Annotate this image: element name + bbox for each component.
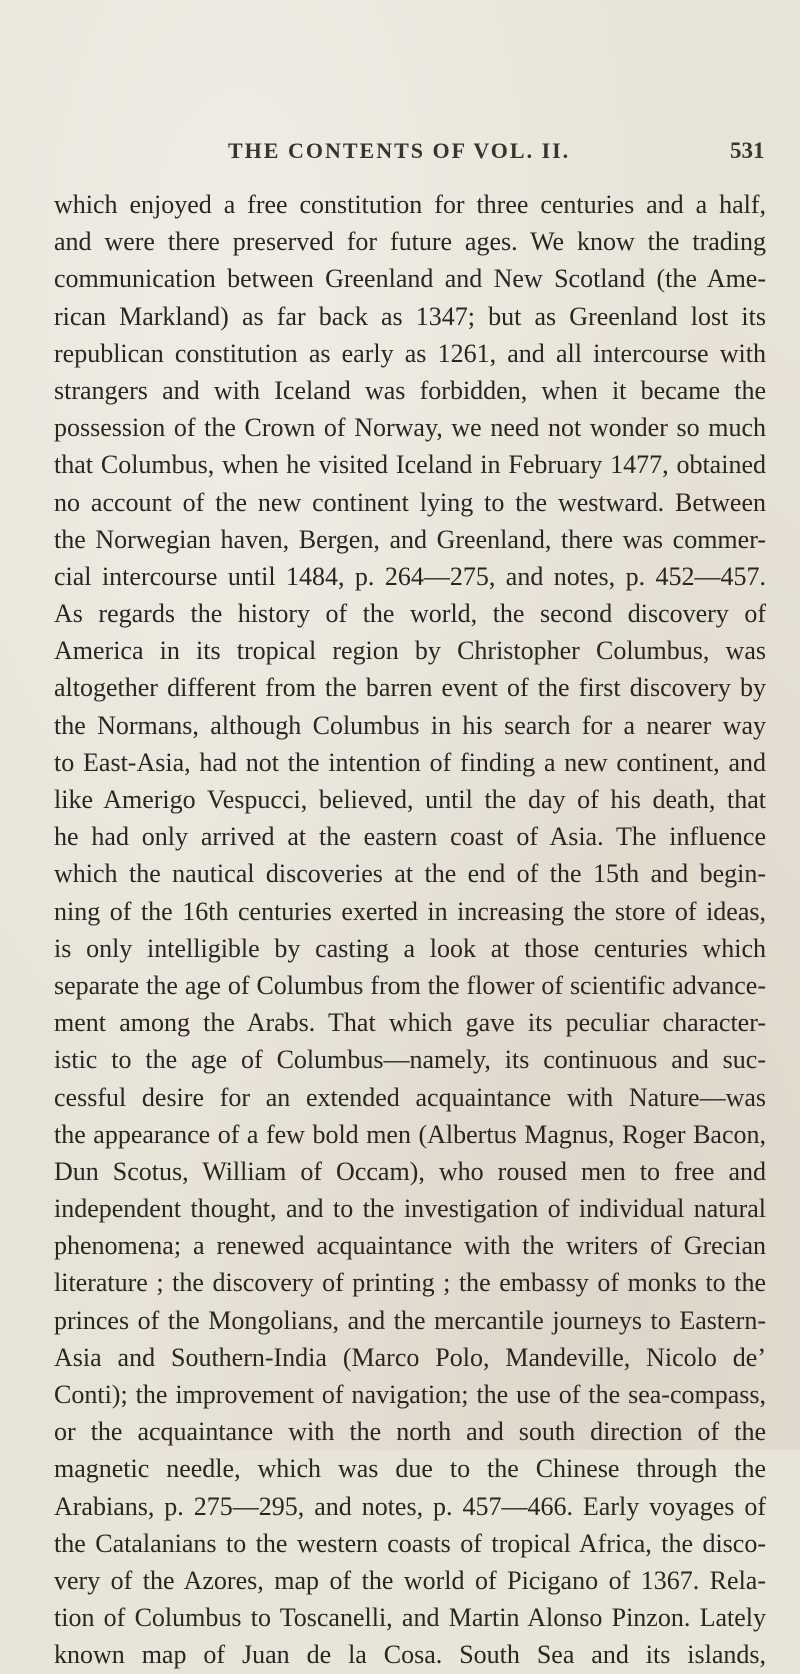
text-line: very of the Azores, map of the world of Picigano of 1367. Rela- [54, 1565, 766, 1595]
text-line: which enjoyed a free constitution for three centuries and a half, [54, 190, 766, 219]
page-number: 531 [730, 138, 765, 163]
text-line: rican Markland) as far back as 1347; but as Greenland lost its [54, 301, 766, 331]
text-line: the appearance of a few bold men (Albertus Magnus, Roger Bacon, [54, 1119, 766, 1149]
text-line: phenomena; a renewed acquaintance with the writers of Grecian [54, 1231, 766, 1261]
text-line: he had only arrived at the eastern coast of Asia. The influence [54, 822, 766, 852]
text-line: Asia and Southern-India (Marco Polo, Mandeville, Nicolo de’ [54, 1342, 766, 1372]
text-line: republican constitution as early as 1261, and all intercourse with [54, 338, 766, 368]
text-line: the Catalanians to the western coasts of tropical Africa, the disco- [54, 1528, 766, 1558]
text-line: like Amerigo Vespucci, believed, until the day of his death, that [54, 785, 766, 814]
page-header [0, 138, 800, 172]
text-line: and were there preserved for future ages. We know the trading [54, 227, 766, 257]
text-line: which the nautical discoveries at the end of the 15th and begin- [54, 859, 766, 889]
text-line: istic to the age of Columbus—namely, its continuous and suc- [54, 1045, 766, 1075]
running-head: THE CONTENTS OF VOL. II. [228, 138, 571, 163]
text-line: altogether different from the barren event of the first discovery by [54, 673, 766, 703]
text-line: independent thought, and to the investigation of individual natural [54, 1194, 766, 1224]
text-line: Conti); the improvement of navigation; the use of the sea-compass, [54, 1380, 766, 1409]
text-line: no account of the new continent lying to the westward. Between [54, 487, 766, 517]
text-line: is only intelligible by casting a look at those centuries which [54, 933, 766, 963]
text-line: ning of the 16th centuries exerted in increasing the store of ideas, [54, 896, 766, 926]
text-line: the Normans, although Columbus in his search for a nearer way [54, 710, 766, 740]
text-line: or the acquaintance with the north and south direction of the [54, 1417, 766, 1447]
text-line: separate the age of Columbus from the flower of scientific advance- [54, 970, 766, 1000]
text-line: possession of the Crown of Norway, we need not wonder so much [54, 413, 766, 443]
body-text [54, 186, 766, 1674]
text-line: communication between Greenland and New Scotland (the Ame- [54, 264, 766, 294]
text-line: that Columbus, when he visited Iceland in February 1477, obtained [54, 450, 766, 480]
text-line: Arabians, p. 275—295, and notes, p. 457—466. Early voyages of [54, 1491, 766, 1521]
text-line: America in its tropical region by Christopher Columbus, was [54, 636, 766, 666]
text-line: known map of Juan de la Cosa. South Sea and its islands, [54, 1640, 766, 1670]
text-line: cessful desire for an extended acquaintance with Nature—was [54, 1082, 766, 1112]
text-line: As regards the history of the world, the second discovery of [54, 599, 766, 629]
text-line: ment among the Arabs. That which gave its peculiar character- [54, 1008, 766, 1038]
text-line: to East-Asia, had not the intention of finding a new continent, and [54, 747, 766, 777]
text-line: tion of Columbus to Toscanelli, and Martin Alonso Pinzon. Lately [54, 1603, 766, 1633]
text-line: the Norwegian haven, Bergen, and Greenland, there was commer- [54, 524, 766, 554]
text-line: princes of the Mongolians, and the mercantile journeys to Eastern- [54, 1305, 766, 1335]
text-line: magnetic needle, which was due to the Chinese through the [54, 1454, 766, 1484]
text-line: literature ; the discovery of printing ; the embassy of monks to the [54, 1268, 766, 1298]
text-line: Dun Scotus, William of Occam), who roused men to free and [54, 1156, 766, 1186]
text-line: cial intercourse until 1484, p. 264—275, and notes, p. 452—457. [54, 561, 766, 591]
text-line: strangers and with Iceland was forbidden, when it became the [54, 375, 766, 405]
